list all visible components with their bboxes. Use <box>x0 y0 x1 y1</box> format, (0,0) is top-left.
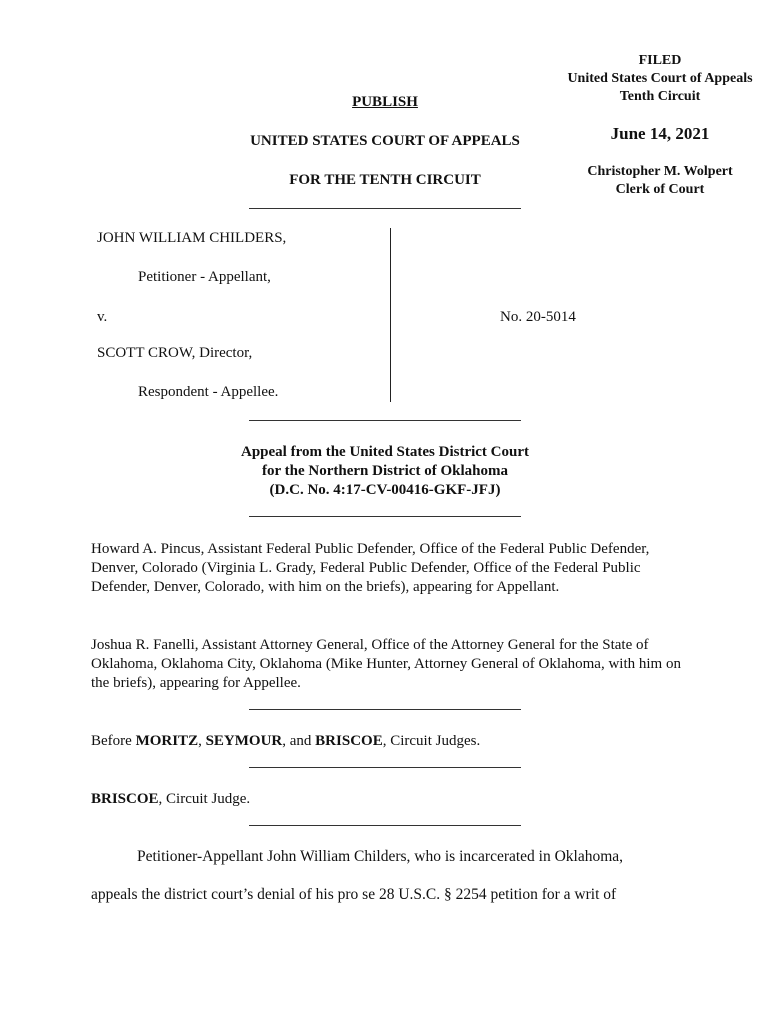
author-line <box>91 791 250 808</box>
appeal-line-1: Appeal from the United States District Court <box>240 444 530 460</box>
appellee-counsel: Joshua R. Fanelli, Assistant Attorney General, Office of the Attorney General for the State of Oklahoma, Oklahoma City, Oklahoma (Mike Hunter, Attorney General of Oklahoma, with him on the briefs), appearing for Appellee. <box>91 637 681 691</box>
filed-circuit: Tenth Circuit <box>619 89 701 104</box>
opinion-line-2: appeals the district court’s denial of his pro se 28 U.S.C. § 2254 petition for a writ of <box>91 886 617 903</box>
divider <box>249 709 521 710</box>
clerk-name: Christopher M. Wolpert <box>587 164 733 179</box>
publish-label: PUBLISH <box>352 94 418 110</box>
panel-suffix: , Circuit Judges. <box>382 733 481 749</box>
clerk-block <box>560 163 760 199</box>
judge-seymour: SEYMOUR <box>205 733 283 749</box>
divider <box>249 767 521 768</box>
panel-sep-1: , <box>198 733 206 749</box>
respondent-role: Respondent - Appellee. <box>138 384 279 400</box>
respondent-name: SCOTT CROW, Director, <box>97 345 253 361</box>
case-number: No. 20-5014 <box>500 309 576 325</box>
opinion-line-1: Petitioner-Appellant John William Childers, who is incarcerated in Oklahoma, <box>137 848 624 865</box>
court-name: UNITED STATES COURT OF APPEALS <box>250 133 520 149</box>
versus-label: v. <box>97 309 108 325</box>
petitioner-name: JOHN WILLIAM CHILDERS, <box>97 230 287 246</box>
caption-divider <box>390 228 391 402</box>
petitioner-role: Petitioner - Appellant, <box>138 269 271 285</box>
divider <box>249 825 521 826</box>
author-name: BRISCOE <box>91 791 159 807</box>
divider <box>249 208 521 209</box>
panel-before: Before <box>91 733 136 749</box>
divider <box>249 420 521 421</box>
filed-date: June 14, 2021 <box>610 124 710 143</box>
filed-court: United States Court of Appeals <box>567 71 753 86</box>
divider <box>249 516 521 517</box>
panel-line <box>91 733 480 750</box>
filed-stamp <box>540 52 770 106</box>
appellant-counsel: Howard A. Pincus, Assistant Federal Public Defender, Office of the Federal Public Defender, Denver, Colorado (Virginia L. Grady, Federal Public Defender, Office of the Federal Public Defender, Denver, Colorado, with him on the briefs), appearing for Appellant. <box>91 541 650 595</box>
circuit-name: FOR THE TENTH CIRCUIT <box>289 172 481 188</box>
panel-sep-2: , and <box>282 733 316 749</box>
appeal-line-2: for the Northern District of Oklahoma <box>262 463 508 479</box>
appeal-line-3: (D.C. No. 4:17-CV-00416-GKF-JFJ) <box>269 482 501 498</box>
appeal-block <box>200 443 570 500</box>
filed-label: FILED <box>638 53 682 68</box>
clerk-title: Clerk of Court <box>615 182 705 197</box>
judge-briscoe: BRISCOE <box>315 733 383 749</box>
judge-moritz: MORITZ <box>135 733 199 749</box>
author-suffix: , Circuit Judge. <box>158 791 251 807</box>
